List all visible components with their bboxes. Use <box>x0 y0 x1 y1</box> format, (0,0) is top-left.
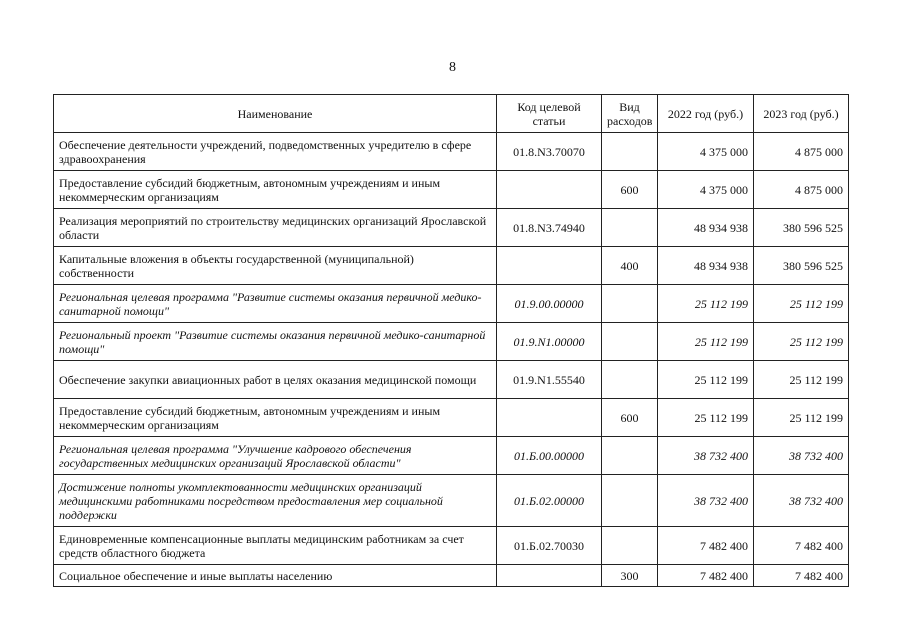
row-name: Единовременные компенсационные выплаты медицинским работникам за счет средств областного бюджета <box>54 527 497 565</box>
table-row <box>54 171 849 209</box>
row-name: Социальное обеспечение и иные выплаты населению <box>54 565 497 587</box>
row-vid: 300 <box>602 565 658 587</box>
table-row <box>54 133 849 171</box>
header-2023: 2023 год (руб.) <box>754 95 849 133</box>
row-vid: 600 <box>602 171 658 209</box>
row-2022: 48 934 938 <box>658 209 754 247</box>
row-name: Предоставление субсидий бюджетным, автономным учреждениям и иным некоммерческим организациям <box>54 399 497 437</box>
row-2023: 7 482 400 <box>754 527 849 565</box>
row-name: Обеспечение деятельности учреждений, подведомственных учредителю в сфере здравоохранения <box>54 133 497 171</box>
table-row <box>54 323 849 361</box>
table-row <box>54 565 849 587</box>
row-2022: 4 375 000 <box>658 133 754 171</box>
row-vid <box>602 361 658 399</box>
row-code: 01.9.N1.55540 <box>497 361 602 399</box>
row-code <box>497 171 602 209</box>
header-vid: Вид расходов <box>602 95 658 133</box>
table-row <box>54 247 849 285</box>
table-row <box>54 285 849 323</box>
row-2023: 380 596 525 <box>754 247 849 285</box>
row-2022: 25 112 199 <box>658 361 754 399</box>
row-code: 01.Б.00.00000 <box>497 437 602 475</box>
row-2022: 25 112 199 <box>658 323 754 361</box>
row-vid: 600 <box>602 399 658 437</box>
row-name: Реализация мероприятий по строительству медицинских организаций Ярославской области <box>54 209 497 247</box>
row-name: Достижение полноты укомплектованности медицинских организаций медицинскими работниками посредством предоставления мер социальной поддержки <box>54 475 497 527</box>
table-row <box>54 475 849 527</box>
row-2023: 7 482 400 <box>754 565 849 587</box>
row-name: Региональная целевая программа "Улучшение кадрового обеспечения государственных медицинских организаций Ярославской области" <box>54 437 497 475</box>
row-code <box>497 399 602 437</box>
row-name: Капитальные вложения в объекты государственной (муниципальной) собственности <box>54 247 497 285</box>
row-code: 01.8.N3.74940 <box>497 209 602 247</box>
page-number: 8 <box>449 60 456 75</box>
row-2022: 48 934 938 <box>658 247 754 285</box>
header-code: Код целевой статьи <box>497 95 602 133</box>
table-row <box>54 437 849 475</box>
row-code: 01.8.N3.70070 <box>497 133 602 171</box>
row-2023: 25 112 199 <box>754 323 849 361</box>
row-vid: 400 <box>602 247 658 285</box>
row-name: Обеспечение закупки авиационных работ в целях оказания медицинской помощи <box>54 361 497 399</box>
budget-table <box>53 94 849 587</box>
table-row <box>54 399 849 437</box>
row-2023: 38 732 400 <box>754 437 849 475</box>
row-2022: 25 112 199 <box>658 285 754 323</box>
row-2022: 25 112 199 <box>658 399 754 437</box>
row-2022: 4 375 000 <box>658 171 754 209</box>
row-2023: 25 112 199 <box>754 361 849 399</box>
row-2022: 7 482 400 <box>658 527 754 565</box>
row-2023: 38 732 400 <box>754 475 849 527</box>
row-vid <box>602 437 658 475</box>
table-row <box>54 361 849 399</box>
header-name: Наименование <box>54 95 497 133</box>
row-name: Региональная целевая программа "Развитие системы оказания первичной медико-санитарной помощи" <box>54 285 497 323</box>
row-2022: 7 482 400 <box>658 565 754 587</box>
row-vid <box>602 527 658 565</box>
row-2023: 4 875 000 <box>754 171 849 209</box>
row-code <box>497 247 602 285</box>
row-2023: 25 112 199 <box>754 399 849 437</box>
row-vid <box>602 475 658 527</box>
row-2023: 25 112 199 <box>754 285 849 323</box>
row-2023: 4 875 000 <box>754 133 849 171</box>
row-code: 01.Б.02.70030 <box>497 527 602 565</box>
row-vid <box>602 285 658 323</box>
row-name: Региональный проект "Развитие системы оказания первичной медико-санитарной помощи" <box>54 323 497 361</box>
table-row <box>54 209 849 247</box>
row-code: 01.9.N1.00000 <box>497 323 602 361</box>
row-vid <box>602 209 658 247</box>
row-code: 01.9.00.00000 <box>497 285 602 323</box>
row-2023: 380 596 525 <box>754 209 849 247</box>
row-name: Предоставление субсидий бюджетным, автономным учреждениям и иным некоммерческим организациям <box>54 171 497 209</box>
row-2022: 38 732 400 <box>658 475 754 527</box>
row-vid <box>602 323 658 361</box>
row-vid <box>602 133 658 171</box>
table-header-row <box>54 95 849 133</box>
row-code <box>497 565 602 587</box>
table-row <box>54 527 849 565</box>
header-2022: 2022 год (руб.) <box>658 95 754 133</box>
row-2022: 38 732 400 <box>658 437 754 475</box>
row-code: 01.Б.02.00000 <box>497 475 602 527</box>
